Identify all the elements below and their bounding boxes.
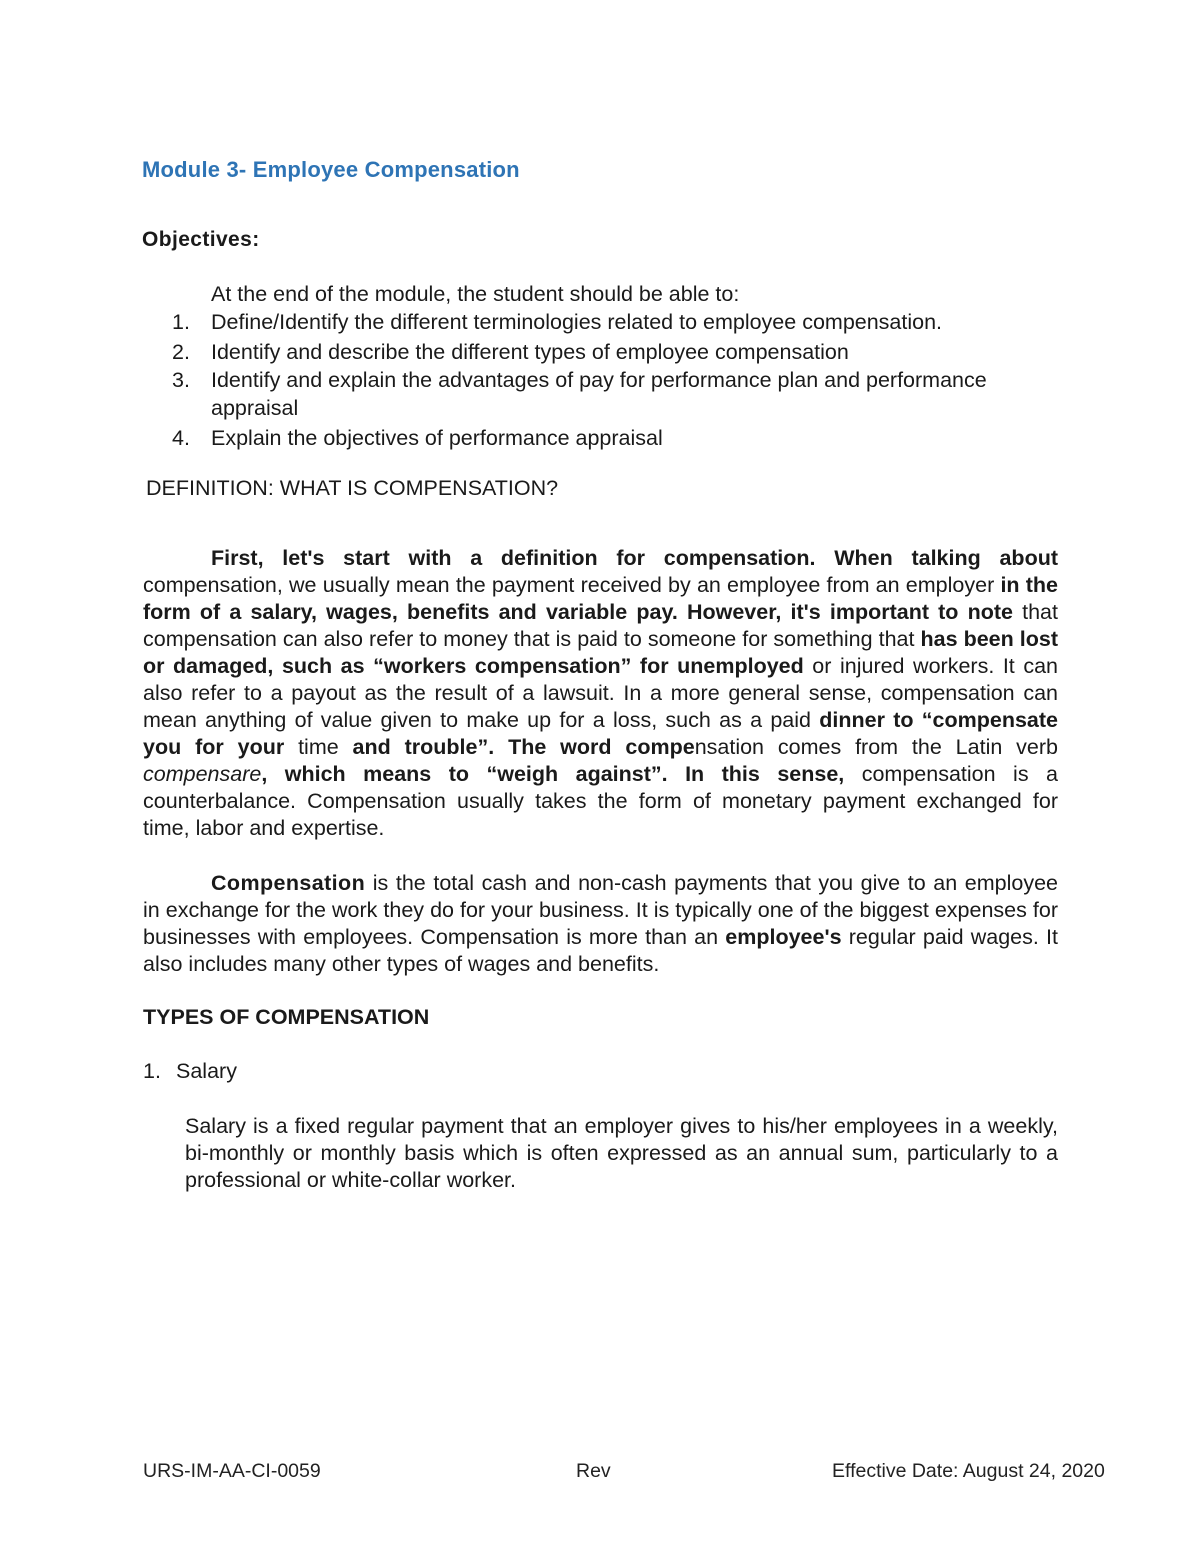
footer-effective-date: Effective Date: August 24, 2020 xyxy=(832,1460,1105,1482)
objective-item xyxy=(172,424,1072,452)
para-run: nsation comes from the Latin verb xyxy=(694,735,1058,759)
objective-text: Define/Identify the different terminologies related to employee compensation. xyxy=(211,310,943,334)
objective-item xyxy=(172,366,991,422)
objective-number: 3. xyxy=(172,368,190,392)
type-label: Salary xyxy=(176,1059,237,1083)
type-item-salary xyxy=(143,1059,237,1084)
para-run: compensation, we usually mean the payment received by an employee from an employer xyxy=(143,573,1001,597)
para-run: Compensation xyxy=(211,871,366,895)
objectives-intro: At the end of the module, the student should be able to: xyxy=(211,282,740,306)
objective-number: 2. xyxy=(172,340,190,364)
para-run: employee's xyxy=(725,925,842,949)
types-heading: TYPES OF COMPENSATION xyxy=(143,1005,430,1029)
para-run: , which means to “weigh against”. In this sense, xyxy=(261,762,845,786)
objectives-heading: Objectives: xyxy=(142,228,260,251)
para-run: in the form of a salary, wages, benefits and variable pay. However, it's important to note xyxy=(143,573,1058,624)
module-title: Module 3- Employee Compensation xyxy=(142,157,520,182)
definition-paragraph xyxy=(143,545,1058,842)
objective-text: Identify and explain the advantages of pay for performance plan and performance appraisal xyxy=(211,368,987,420)
footer-doc-code: URS-IM-AA-CI-0059 xyxy=(143,1460,321,1482)
objective-text: Explain the objectives of performance appraisal xyxy=(211,426,663,450)
para-run: dinner to “compensate you for your xyxy=(143,708,1058,759)
para-run-italic: compensare xyxy=(143,762,262,786)
para-run: time xyxy=(284,735,353,759)
salary-description: Salary is a fixed regular payment that an employer gives to his/her employees in a weekly, bi-monthly or monthly basis which is often expressed as an annual sum, particularly to a professional or white-collar worker. xyxy=(185,1114,1058,1192)
definition-heading: DEFINITION: WHAT IS COMPENSATION? xyxy=(146,476,559,500)
footer-rev: Rev xyxy=(576,1460,611,1482)
para-run: and trouble”. The word compe xyxy=(352,735,695,759)
para-run: has been lost or damaged, such as “workers compensation” for unemployed xyxy=(143,627,1058,678)
para-run: compensation is a counterbalance. Compensation usually takes the form of monetary payment exchanged for time, labor and expertise. xyxy=(143,762,1058,840)
objective-text: Identify and describe the different types of employee compensation xyxy=(211,340,849,364)
compensation-paragraph xyxy=(143,870,1058,978)
objective-number: 4. xyxy=(172,426,190,450)
objective-number: 1. xyxy=(172,310,190,334)
para-run: is the total cash and non-cash payments that you give to an employee in exchange for the work they do for your business. It is typically one of the biggest expenses for businesses with employees. Compensation is more than an xyxy=(143,871,1058,949)
type-number: 1. xyxy=(143,1059,161,1083)
para-run: that compensation can also refer to money that is paid to someone for something that xyxy=(143,600,1058,651)
para-run: regular paid wages. It also includes many other types of wages and benefits. xyxy=(143,925,1058,976)
objective-item xyxy=(172,308,1072,336)
objectives-list xyxy=(172,308,1072,452)
objective-item xyxy=(172,338,1072,366)
para-run: or injured workers. It can also refer to a payout as the result of a lawsuit. In a more general sense, compensation can mean anything of value given to make up for a loss, such as a paid xyxy=(143,654,1058,732)
para-run: First, let's start with a definition for compensation. When talking about xyxy=(211,546,1058,570)
